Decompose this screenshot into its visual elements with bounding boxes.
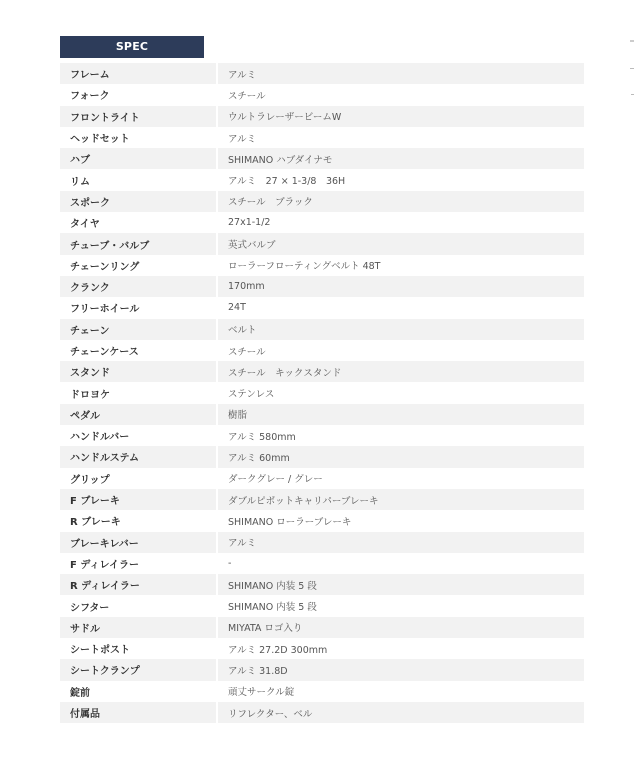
spec-row-chain [60,319,584,340]
spec-row-hub [60,148,584,169]
spec-value: 170mm [218,276,584,297]
spec-row-frame [60,63,584,84]
spec-value: アルミ 27.2D 300mm [218,638,584,659]
spec-value: スチール [218,84,584,105]
spec-label: スタンド [60,361,218,382]
spec-label: フレーム [60,63,218,84]
spec-value: 英式バルブ [218,233,584,254]
spec-row-shifter [60,595,584,616]
spec-label: クランク [60,276,218,297]
spec-value: SHIMANO 内装 5 段 [218,595,584,616]
spec-value: - [218,553,584,574]
spec-value: アルミ [218,127,584,148]
spec-value: SHIMANO 内装 5 段 [218,574,584,595]
spec-row-spoke [60,191,584,212]
spec-label: ハンドルステム [60,446,218,467]
spec-label: チェーンケース [60,340,218,361]
spec-label: シートクランプ [60,659,218,680]
spec-row-accessories [60,702,584,723]
spec-value: ウルトラレーザービームW [218,106,584,127]
spec-row-saddle [60,617,584,638]
spec-row-fender [60,382,584,403]
spec-label: フロントライト [60,106,218,127]
spec-label: リム [60,169,218,190]
spec-value: スチール ブラック [218,191,584,212]
spec-row-tire [60,212,584,233]
spec-label: ハンドルバー [60,425,218,446]
spec-row-grip [60,468,584,489]
spec-row-brake-lever [60,532,584,553]
spec-value: ローラーフローティングベルト 48T [218,255,584,276]
spec-row-lock [60,681,584,702]
spec-row-rear-derailleur [60,574,584,595]
spec-value: スチール [218,340,584,361]
spec-value: ダブルピボットキャリパーブレーキ [218,489,584,510]
spec-label: フォーク [60,84,218,105]
spec-label: グリップ [60,468,218,489]
spec-row-crank [60,276,584,297]
spec-row-seat-clamp [60,659,584,680]
spec-label: サドル [60,617,218,638]
spec-label: ブレーキレバー [60,532,218,553]
spec-label: チェーンリング [60,255,218,276]
spec-row-seatpost [60,638,584,659]
spec-label: ヘッドセット [60,127,218,148]
spec-value: 樹脂 [218,404,584,425]
spec-row-front-light [60,106,584,127]
spec-row-rear-brake [60,510,584,531]
spec-header: SPEC [60,36,204,58]
spec-value: SHIMANO ローラーブレーキ [218,510,584,531]
spec-label: チューブ・バルブ [60,233,218,254]
spec-label: シフター [60,595,218,616]
spec-value: 頑丈サークル錠 [218,681,584,702]
spec-row-tube-valve [60,233,584,254]
edge-fragment [631,94,634,95]
spec-value: ベルト [218,319,584,340]
spec-row-fork [60,84,584,105]
spec-value: アルミ 27 × 1-3/8 36H [218,169,584,190]
spec-value: 24T [218,297,584,318]
spec-label: 付属品 [60,702,218,723]
spec-label: シートポスト [60,638,218,659]
spec-label: ドロヨケ [60,382,218,403]
spec-value: アルミ [218,532,584,553]
spec-value: スチール キックスタンド [218,361,584,382]
spec-label: R ブレーキ [60,510,218,531]
spec-label: F ブレーキ [60,489,218,510]
spec-value: リフレクター、ベル [218,702,584,723]
spec-value: アルミ [218,63,584,84]
spec-row-stem [60,446,584,467]
spec-value: アルミ 31.8D [218,659,584,680]
spec-row-front-brake [60,489,584,510]
spec-row-rim [60,169,584,190]
spec-value: アルミ 580mm [218,425,584,446]
spec-label: F ディレイラー [60,553,218,574]
spec-label: 錠前 [60,681,218,702]
spec-row-stand [60,361,584,382]
spec-row-freewheel [60,297,584,318]
spec-label: スポーク [60,191,218,212]
spec-label: ハブ [60,148,218,169]
spec-label: ペダル [60,404,218,425]
edge-fragment [630,40,634,42]
spec-row-chain-case [60,340,584,361]
spec-label: タイヤ [60,212,218,233]
edge-fragment [630,68,634,69]
spec-row-pedal [60,404,584,425]
spec-row-handlebar [60,425,584,446]
spec-label: フリーホイール [60,297,218,318]
spec-row-chainring [60,255,584,276]
spec-row-front-derailleur [60,553,584,574]
spec-label: R ディレイラー [60,574,218,595]
spec-label: チェーン [60,319,218,340]
spec-value: ダークグレー / グレー [218,468,584,489]
spec-value: ステンレス [218,382,584,403]
spec-value: SHIMANO ハブダイナモ [218,148,584,169]
spec-row-headset [60,127,584,148]
spec-value: MIYATA ロゴ入り [218,617,584,638]
spec-value: 27x1-1/2 [218,212,584,233]
spec-table [60,63,584,723]
spec-value: アルミ 60mm [218,446,584,467]
